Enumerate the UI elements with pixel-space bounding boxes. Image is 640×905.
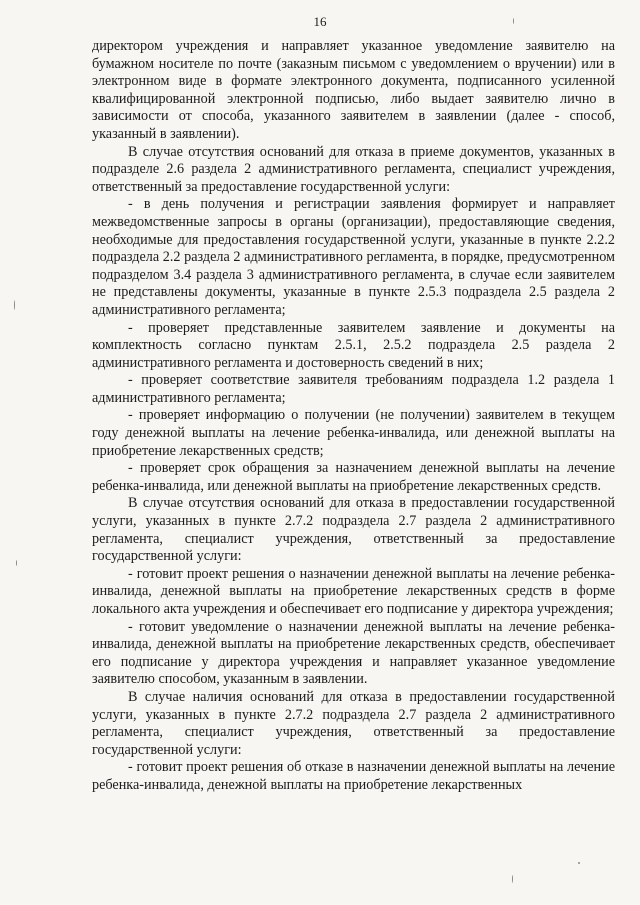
paragraph-8: В случае отсутствия оснований для отказа в предоставлении государственной услуги, указанных в пункте 2.7.2 подраздела 2.7 раздела 2 административного регламента, специалист учреждения, ответственный за предоставление государственной услуги: [92, 495, 615, 565]
scan-speck [512, 875, 513, 883]
scan-speck [16, 560, 17, 566]
paragraph-3: - в день получения и регистрации заявления формирует и направляет межведомственные запросы в органы (организации), предоставляющие сведения, необходимые для предоставления государственной услуги, указанные в пункте 2.2.2 подраздела 2.2 раздела 2 административного регламента, в порядке, предусмотренном подразделом 3.4 раздела 3 административного регламента, в случае если заявителем не представлены документы, указанные в пункте 2.5.3 подраздела 2.5 раздела 2 административного регламента; [92, 196, 615, 318]
paragraph-7: - проверяет срок обращения за назначением денежной выплаты на лечение ребенка-инвалида, или денежной выплаты на приобретение лекарственных средств. [92, 460, 615, 494]
paragraph-1: директором учреждения и направляет указанное уведомление заявителю на бумажном носителе по почте (заказным письмом с уведомлением о вручении) или в электронном виде в формате электронного документа, подписанного усиленной квалифицированной электронной подписью, либо выдает заявителю лично в зависимости от способа, указанного заявителем в заявлении (далее - способ, указанный в заявлении). [92, 38, 615, 142]
paragraph-11: В случае наличия оснований для отказа в предоставлении государственной услуги, указанных в пункте 2.7.2 подраздела 2.7 раздела 2 административного регламента, специалист учреждения, ответственный за предоставление государственной услуги: [92, 688, 615, 758]
paragraph-4: - проверяет представленные заявителем заявление и документы на комплектность согласно пунктам 2.5.1, 2.5.2 подраздела 2.5 раздела 2 административного регламента и достоверность сведений в них; [92, 319, 615, 371]
paragraph-9: - готовит проект решения о назначении денежной выплаты на лечение ребенка-инвалида, денежной выплаты на приобретение лекарственных средств в форме локального акта учреждения и обеспечивает его подписание у директора учреждения; [92, 565, 615, 617]
paragraph-5: - проверяет соответствие заявителя требованиям подраздела 1.2 раздела 1 административного регламента; [92, 372, 615, 406]
scan-speck [578, 862, 580, 864]
scan-speck [14, 300, 15, 310]
paragraph-12: - готовит проект решения об отказе в назначении денежной выплаты на лечение ребенка-инвалида, денежной выплаты на приобретение лекарственных [92, 759, 615, 793]
paragraph-6: - проверяет информацию о получении (не получении) заявителем в текущем году денежной выплаты на лечение ребенка-инвалида, или денежной выплаты на приобретение лекарственных средств; [92, 407, 615, 459]
page-number: 16 [313, 14, 327, 29]
document-body [92, 38, 615, 795]
paragraph-10: - готовит уведомление о назначении денежной выплаты на лечение ребенка-инвалида, денежной выплаты на приобретение лекарственных средств, обеспечивает его подписание у директора учреждения и направляет указанное уведомление заявителю способом, указанным в заявлении. [92, 618, 615, 688]
paragraph-2: В случае отсутствия оснований для отказа в приеме документов, указанных в подразделе 2.6 раздела 2 административного регламента, специалист учреждения, ответственный за предоставление государственной услуги: [92, 143, 615, 195]
scan-speck [513, 18, 514, 24]
